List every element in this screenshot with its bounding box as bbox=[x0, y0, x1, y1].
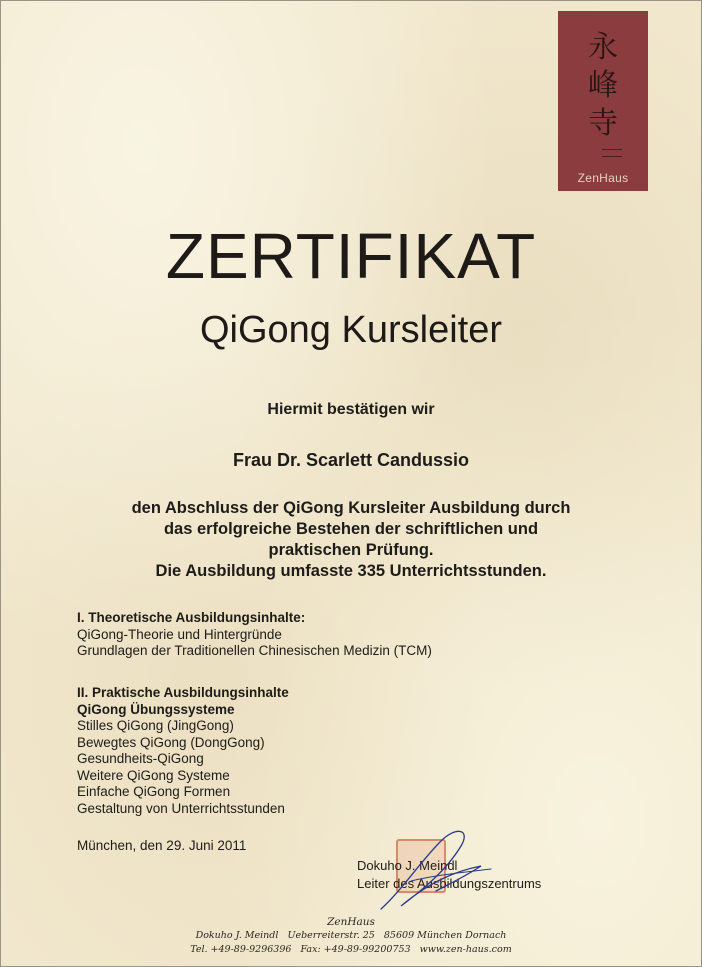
footer-contact: Tel. +49-89-9296396 Fax: +49-89-99200753 www.zen-haus.com bbox=[190, 944, 512, 955]
certificate-statement bbox=[1, 498, 701, 582]
practice-item: Gesundheits-QiGong bbox=[77, 751, 204, 766]
practice-item: Weitere QiGong Systeme bbox=[77, 767, 230, 783]
practice-item: Gestaltung von Unterrichtsstunden bbox=[77, 800, 285, 816]
zenhaus-logo bbox=[558, 11, 648, 191]
statement-line: Die Ausbildung umfasste 335 Unterrichtsstunden. bbox=[155, 562, 547, 580]
practice-item: Bewegtes QiGong (DongGong) bbox=[77, 734, 265, 750]
practice-heading: II. Praktische Ausbildungsinhalte bbox=[77, 685, 289, 700]
theory-item: QiGong-Theorie und Hintergründe bbox=[77, 626, 282, 642]
recipient-name: Frau Dr. Scarlett Candussio bbox=[232, 450, 470, 470]
logo-seal-mark bbox=[602, 149, 622, 157]
practice-section bbox=[77, 685, 289, 817]
signer-role: Leiter des Ausbildungszentrums bbox=[357, 876, 542, 891]
statement-line: das erfolgreiche Bestehen der schriftlichen und bbox=[163, 520, 539, 538]
certificate-intro: Hiermit bestätigen wir bbox=[267, 401, 435, 418]
logo-glyph: 永 bbox=[588, 30, 618, 65]
logo-glyph: 寺 bbox=[588, 106, 618, 141]
certificate-footer bbox=[1, 915, 701, 957]
handwritten-signature bbox=[361, 821, 501, 921]
logo-calligraphy bbox=[586, 29, 620, 143]
practice-item: Stilles QiGong (JingGong) bbox=[77, 718, 234, 733]
statement-line: praktischen Prüfung. bbox=[268, 541, 434, 559]
theory-item: Grundlagen der Traditionellen Chinesischen Medizin (TCM) bbox=[77, 643, 432, 658]
theory-section bbox=[77, 610, 432, 660]
certificate-subtitle: QiGong Kursleiter bbox=[199, 309, 502, 351]
place-and-date: München, den 29. Juni 2011 bbox=[77, 838, 247, 853]
statement-line: den Abschluss der QiGong Kursleiter Ausbildung durch bbox=[131, 499, 571, 517]
practice-subheading: QiGong Übungssysteme bbox=[77, 701, 235, 717]
practice-item: Einfache QiGong Formen bbox=[77, 784, 231, 799]
footer-address: Dokuho J. Meindl Ueberreiterstr. 25 85609 München Dornach bbox=[195, 930, 507, 941]
theory-heading: I. Theoretische Ausbildungsinhalte: bbox=[77, 610, 306, 625]
certificate-title: ZERTIFIKAT bbox=[165, 220, 537, 292]
signer-name: Dokuho J. Meindl bbox=[357, 858, 458, 873]
logo-glyph: 峰 bbox=[588, 68, 618, 103]
logo-name: ZenHaus bbox=[577, 171, 629, 185]
footer-brand: ZenHaus bbox=[327, 916, 375, 928]
